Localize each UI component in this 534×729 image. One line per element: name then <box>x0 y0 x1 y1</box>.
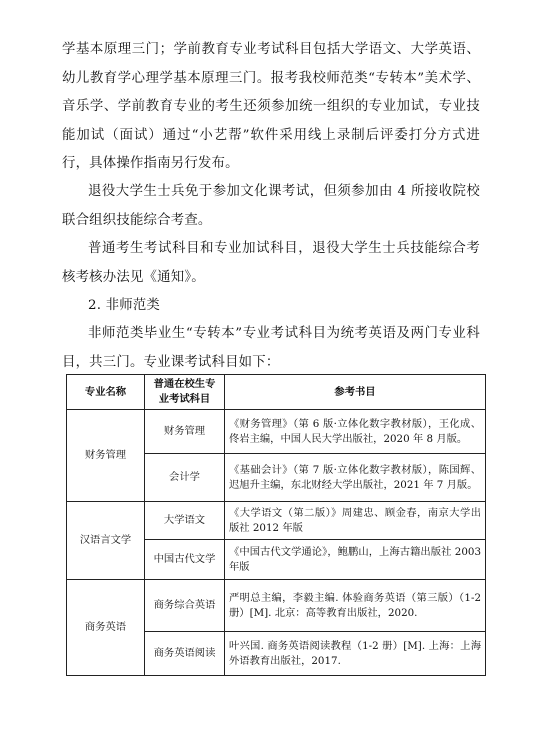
book-cell: 《中国古代文学通论》，鲍鹏山，上海古籍出版社 2003 年版 <box>225 540 486 580</box>
book-cell: 《大学语文（第二版）》周建忠、顾金春，南京大学出版社 2012 年版 <box>225 502 486 540</box>
paragraph-assessment-method: 普通考生考试科目和专业加试科目，退役大学生士兵技能综合考核考核办法见《通知》。 <box>62 241 480 285</box>
subject-cell: 大学语文 <box>145 502 225 540</box>
section-heading-non-teacher: 2. 非师范类 <box>88 298 160 313</box>
subject-cell: 中国古代文学 <box>145 540 225 580</box>
header-reference-book: 参考书目 <box>225 375 486 410</box>
table-header-row <box>67 375 486 410</box>
major-cell: 财务管理 <box>67 410 145 502</box>
subject-cell: 会计学 <box>145 454 225 502</box>
header-major: 专业名称 <box>67 375 145 410</box>
table-row <box>67 410 486 454</box>
book-cell: 严明总主编，李毅主编. 体验商务英语（第三版）（1-2 册）[M]. 北京：高等教育出版社，2020. <box>225 580 486 632</box>
major-cell: 商务英语 <box>67 580 145 676</box>
paragraph-non-teacher-subjects: 非师范类毕业生“专转本”专业考试科目为统考英语及两门专业科目，共三门。专业课考试科目如下： <box>62 326 480 370</box>
table-row <box>67 580 486 632</box>
book-cell: 叶兴国. 商务英语阅读教程（1-2 册）[M]. 上海：上海外语教育出版社，2017. <box>225 632 486 676</box>
paragraph-veteran-exemption: 退役大学生士兵免于参加文化课考试，但须参加由 4 所接收院校联合组织技能综合考查。 <box>62 184 480 228</box>
subject-cell: 财务管理 <box>145 410 225 454</box>
header-subject: 普通在校生专业考试科目 <box>145 375 225 410</box>
subject-cell: 商务英语阅读 <box>145 632 225 676</box>
book-cell: 《财务管理》（第 6 版·立体化数字教材版），王化成、佟岩主编，中国人民大学出版社，2020 年 8 月版。 <box>225 410 486 454</box>
subject-cell: 商务综合英语 <box>145 580 225 632</box>
paragraph-admission-subjects: 学基本原理三门；学前教育专业考试科目包括大学语文、大学英语、幼儿教育学心理学基本原理三门。报考我校师范类“专转本”美术学、音乐学、学前教育专业的考生还须参加统一组织的专业加试，专业技能加试（面试）通过“小艺帮”软件采用线上录制后评委打分方式进行，具体操作指南另行发布。 <box>62 42 480 171</box>
table-row <box>67 502 486 540</box>
book-cell: 《基础会计》（第 7 版·立体化数字教材版），陈国辉、迟旭升主编，东北财经大学出版社，2021 年 7 月版。 <box>225 454 486 502</box>
major-cell: 汉语言文学 <box>67 502 145 580</box>
reference-books-table <box>66 374 486 676</box>
